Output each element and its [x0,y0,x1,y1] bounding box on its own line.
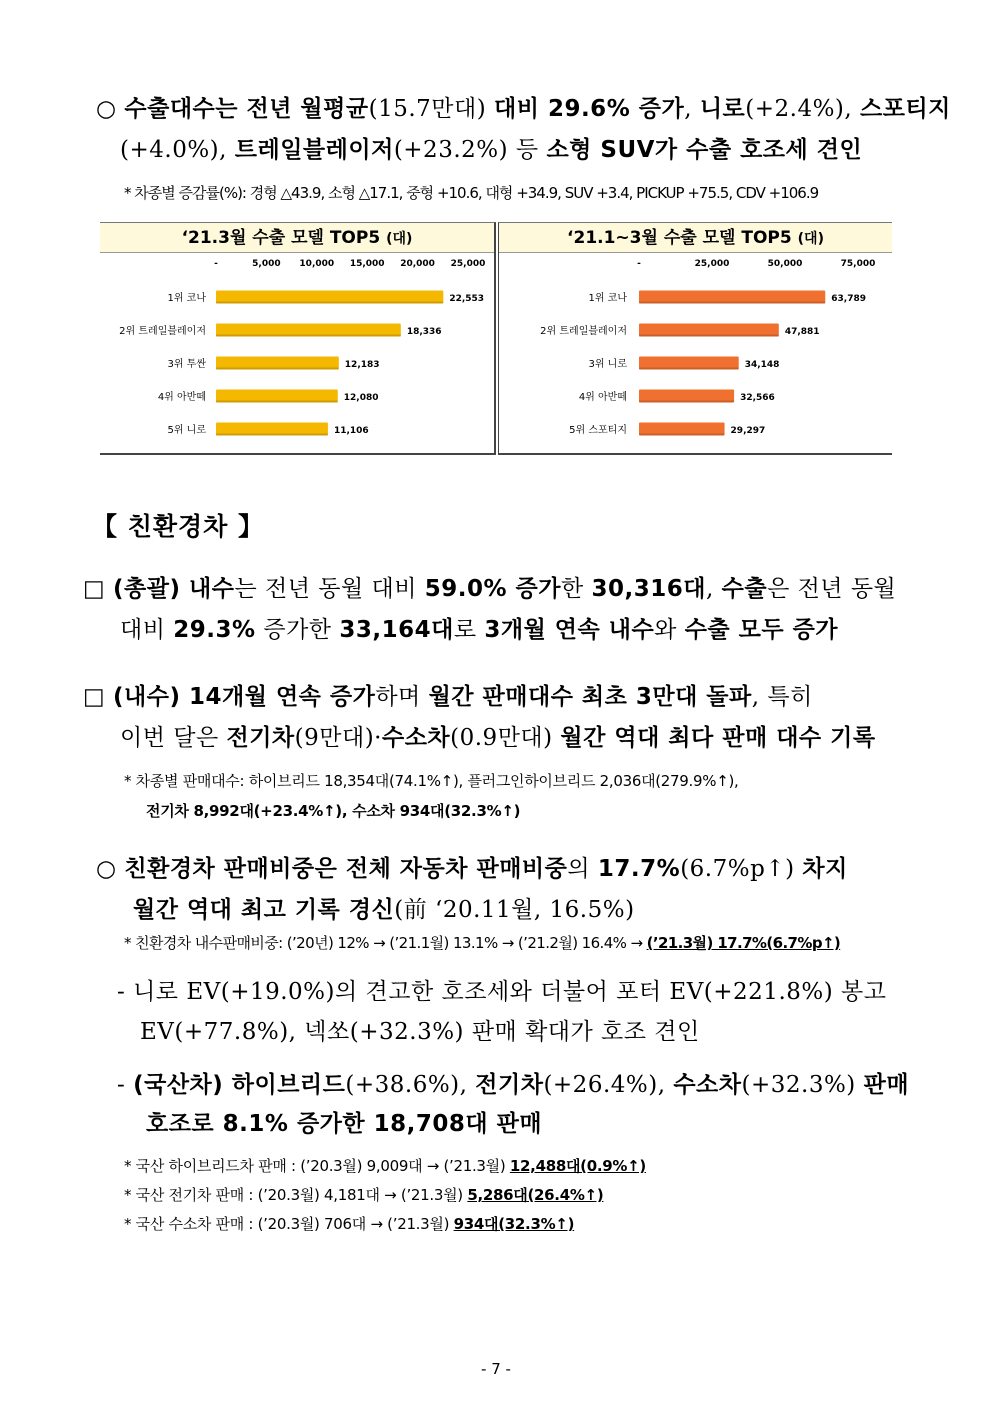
text-run: , [706,576,722,602]
bar-shadow [216,434,328,436]
chart-title-text: ‘21.1~3월 수출 모델 TOP5 [567,228,792,248]
domestic-note-line2: 전기차 8,992대(+23.4%↑), 수소차 934대(32.3%↑) [146,802,521,820]
text-run: 는 전년 동월 대비 [234,576,425,602]
export-charts [100,222,892,455]
text-run: (국산차) 하이브리드 [133,1072,346,1098]
dash2-line2 [146,1105,542,1138]
axis-tick-label: 75,000 [840,259,876,269]
text-run: (+4.0%), [120,137,235,163]
axis-tick-label: - [214,259,218,269]
bar-shadow [639,368,739,370]
category-label: 3위 니로 [588,359,627,370]
value-label: 34,148 [744,360,780,370]
text-run: (총괄) 내수 [113,576,235,602]
bar-shadow [639,434,725,436]
text-run: 수소차 [381,725,451,751]
text-run: 트레일블레이저 [234,137,394,163]
text-run: 와 [654,617,685,643]
text-run: 3개월 연속 내수 [484,617,655,643]
axis-tick-label: 15,000 [349,259,385,269]
text-run: 33,164대 [339,617,454,643]
text-run: 전기차 [226,725,295,751]
chart-unit: (대) [797,231,824,247]
share-bullet-line1 [96,850,848,883]
axis-tick-label: 50,000 [767,259,803,269]
text-run: (前 ‘20.11월, 16.5%) [394,897,635,923]
text-run: 월간 역대 최고 기록 경신 [133,897,395,923]
text-run: (+23.2%) 등 [393,137,547,163]
export-bullet-line1 [96,90,951,123]
total-para-line2 [120,611,838,644]
domestic-sales-note-emphasis: 934대(32.3%↑) [453,1215,575,1233]
text-run: (+2.4%), [745,96,861,122]
category-label: 1위 코나 [167,293,206,304]
domestic-para-line2 [120,719,876,752]
text-run: 29.3% [173,617,256,643]
domestic-sales-note-text: * 국산 수소차 판매 : (’20.3월) 706대 → (’21.3월) [124,1215,454,1233]
total-para-line1 [83,570,896,603]
axis-tick-label: - [637,259,641,269]
text-run: 차지 [802,856,848,882]
value-label: 18,336 [406,327,442,337]
category-label: 2위 트레일블레이저 [540,326,627,337]
text-run: 한 [560,576,592,602]
category-label: 5위 스포티지 [569,425,627,436]
text-run: 친환경차 판매비중은 전체 자동차 판매비중 [124,856,568,882]
domestic-sales-note-text: * 국산 하이브리드차 판매 : (’20.3월) 9,009대 → (’21.3월) [124,1157,510,1175]
chart-monthly-top5 [100,222,496,455]
text-run: 소형 SUV가 수출 호조세 견인 [546,137,863,163]
text-run: 월간 판매대수 최초 3만대 돌파 [428,684,752,710]
export-segment-note: * 차종별 증감률(%): 경형 △43.9, 소형 △17.1, 중형 +10.6, 대형 +34.9, SUV +3.4, PICKUP +75.5, CDV +106.9 [124,184,819,202]
value-label: 11,106 [333,426,369,436]
bar-shadow [216,302,443,304]
text-run: 스포티지 [860,96,951,122]
value-label: 47,881 [784,327,820,337]
text-run: 30,316대 [591,576,706,602]
share-note-text: * 친환경차 내수판매비중: (’20년) 12% → (’21.1월) 13.1% → (’21.2월) 16.4% → [124,934,647,952]
text-run: 수출대수는 전년 월평균 [124,96,369,122]
text-run: 수소차 [673,1072,742,1098]
share-bullet-line2 [133,891,635,924]
text-run: 하며 [375,684,429,710]
category-label: 1위 코나 [588,293,627,304]
text-run: (9만대)· [294,725,382,751]
text-run: (0.9만대) [450,725,561,751]
domestic-note-line1: * 차종별 판매대수: 하이브리드 18,354대(74.1%↑), 플러그인하이브리드 2,036대(279.9%↑), [124,772,739,790]
chart-svg [100,254,496,454]
text-run: , [684,96,700,122]
export-bullet-line2 [120,131,862,164]
text-run: 17.7% [597,856,681,882]
category-label: 4위 아반떼 [157,392,206,403]
text-run: 대비 29.6% 증가 [494,96,685,122]
axis-tick-label: 10,000 [299,259,335,269]
chart-svg [499,254,893,454]
text-run: 로 [453,617,485,643]
text-run: 의 [567,856,598,882]
share-note-emphasis: (’21.3월) 17.7%(6.7%p↑) [646,934,841,952]
domestic-sales-note [124,1184,603,1205]
axis-tick-label: 5,000 [252,259,281,269]
text-run: □ [83,576,114,602]
text-run: 니로 [699,96,746,122]
text-run: (+32.3%) [741,1072,864,1098]
chart-title [499,223,892,253]
category-label: 3위 투싼 [167,359,206,370]
value-label: 22,553 [449,294,485,304]
domestic-sales-note [124,1155,646,1176]
chart-unit: (대) [386,231,413,247]
dash2-line1 [117,1066,909,1099]
axis-tick-label: 25,000 [694,259,730,269]
bar-shadow [639,401,734,403]
text-run: (+38.6%), [345,1072,476,1098]
domestic-sales-note-text: * 국산 전기차 판매 : (’20.3월) 4,181대 → (’21.3월) [124,1186,468,1204]
text-run: (+26.4%), [543,1072,674,1098]
value-label: 63,789 [831,294,866,304]
dash1-line1: - 니로 EV(+19.0%)의 견고한 호조세와 더불어 포터 EV(+221.8%) 봉고 [117,979,887,1005]
text-run: 판매 [863,1072,910,1098]
share-note [124,932,840,953]
domestic-sales-note-emphasis: 5,286대(26.4%↑) [467,1186,604,1204]
category-label: 5위 니로 [167,425,206,436]
dash1-line2: EV(+77.8%), 넥쏘(+32.3%) 판매 확대가 호조 견인 [140,1019,700,1045]
page-number: - 7 - [481,1360,511,1378]
text-run: (6.7%p↑) [680,856,803,882]
value-label: 29,297 [730,426,766,436]
text-run: , 특히 [751,684,813,710]
text-run: ○ [96,856,125,882]
text-run: (15.7만대) [368,96,494,122]
chart-title [100,223,494,253]
bar-shadow [216,401,338,403]
text-run: ○ [96,96,125,122]
text-run: 은 전년 동월 [767,576,897,602]
domestic-sales-note [124,1213,574,1234]
text-run: 호조로 8.1% 증가한 18,708대 판매 [146,1111,543,1137]
domestic-para-line1 [83,678,813,711]
value-label: 12,080 [343,393,379,403]
bar-shadow [639,335,779,337]
axis-tick-label: 25,000 [450,259,486,269]
text-run: 이번 달은 [120,725,227,751]
domestic-sales-note-emphasis: 12,488대(0.9%↑) [509,1157,646,1175]
section-title: 【 친환경차 】 [92,512,265,541]
category-label: 2위 트레일블레이저 [119,326,206,337]
text-run: 증가한 [255,617,340,643]
value-label: 12,183 [344,360,380,370]
text-run: 수출 [721,576,768,602]
text-run: (내수) 14개월 연속 증가 [113,684,376,710]
axis-tick-label: 20,000 [400,259,435,269]
text-run: 59.0% 증가 [424,576,561,602]
category-label: 4위 아반떼 [578,392,627,403]
text-run: 월간 역대 최다 판매 대수 기록 [560,725,876,751]
chart-title-text: ‘21.3월 수출 모델 TOP5 [181,228,381,248]
text-run: 대비 [120,617,174,643]
text-run: 전기차 [475,1072,544,1098]
bar-shadow [639,302,825,304]
text-run: - [117,1072,134,1098]
value-label: 32,566 [740,393,775,403]
chart-quarter-top5 [498,222,892,455]
bar-shadow [216,368,339,370]
text-run: 수출 모두 증가 [684,617,839,643]
text-run: □ [83,684,114,710]
bar-shadow [216,335,401,337]
